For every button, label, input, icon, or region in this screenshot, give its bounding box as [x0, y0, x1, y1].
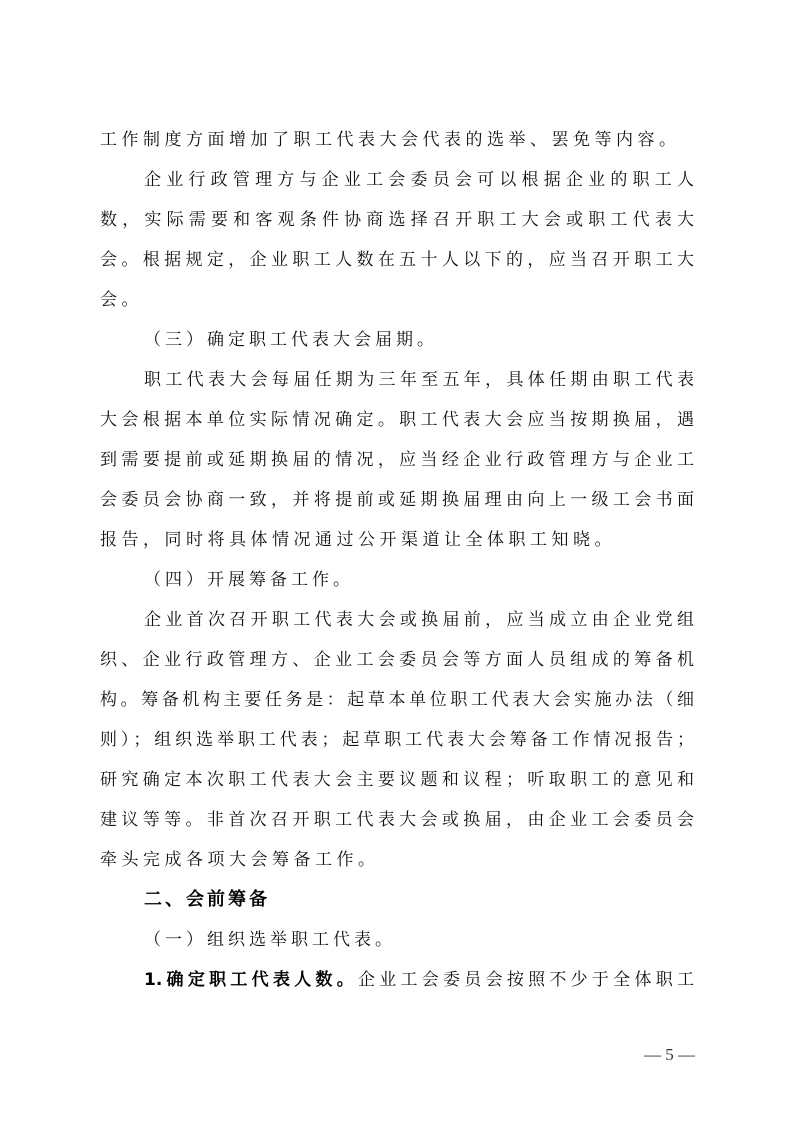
item-lead-bold: 1.确定职工代表人数。 [144, 970, 358, 990]
paragraph-line: 会。根据规定，企业职工人数在五十人以下的，应当召开职工大 [100, 250, 694, 270]
paragraph-line: 则）；组织选举职工代表；起草职工代表大会筹备工作情况报告； [100, 730, 694, 750]
paragraph-line: 织、企业行政管理方、企业工会委员会等方面人员组成的筹备机 [100, 650, 694, 670]
paragraph-line: 企业首次召开职工代表大会或换届前，应当成立由企业党组 [144, 610, 694, 630]
paragraph-line: 构。筹备机构主要任务是：起草本单位职工代表大会实施办法（细 [100, 690, 694, 710]
paragraph-line: 工作制度方面增加了职工代表大会代表的选举、罢免等内容。 [100, 130, 681, 150]
paragraph-line: 会。 [100, 290, 143, 310]
page-number: — 5 — [644, 1045, 695, 1064]
item-text: 企业工会委员会按照不少于全体职工 [357, 970, 694, 990]
paragraph-line: 到需要提前或延期换届的情况，应当经企业行政管理方与企业工 [100, 450, 694, 470]
section-title-pre-meeting-preparation: 二、会前筹备 [144, 889, 270, 910]
subheading-preparatory-work: （四）开展筹备工作。 [144, 570, 354, 590]
paragraph-line: 大会根据本单位实际情况确定。职工代表大会应当按期换届，遇 [100, 410, 694, 430]
subheading-term-of-congress: （三）确定职工代表大会届期。 [144, 330, 438, 350]
paragraph-line: 企业行政管理方与企业工会委员会可以根据企业的职工人 [144, 170, 694, 190]
numbered-item-line [100, 960, 694, 1000]
subheading-elect-representatives: （一）组织选举职工代表。 [144, 930, 396, 950]
paragraph-line: 职工代表大会每届任期为三年至五年，具体任期由职工代表 [144, 370, 694, 390]
paragraph-line: 报告，同时将具体情况通过公开渠道让全体职工知晓。 [100, 530, 616, 550]
paragraph-line: 研究确定本次职工代表大会主要议题和议程；听取职工的意见和 [100, 770, 694, 790]
paragraph-line: 会委员会协商一致，并将提前或延期换届理由向上一级工会书面 [100, 490, 694, 510]
paragraph-line: 数，实际需要和客观条件协商选择召开职工大会或职工代表大 [100, 210, 694, 230]
paragraph-line: 建议等等。非首次召开职工代表大会或换届，由企业工会委员会 [100, 810, 694, 830]
document-body [100, 120, 694, 1000]
paragraph-line: 牵头完成各项大会筹备工作。 [100, 850, 380, 870]
